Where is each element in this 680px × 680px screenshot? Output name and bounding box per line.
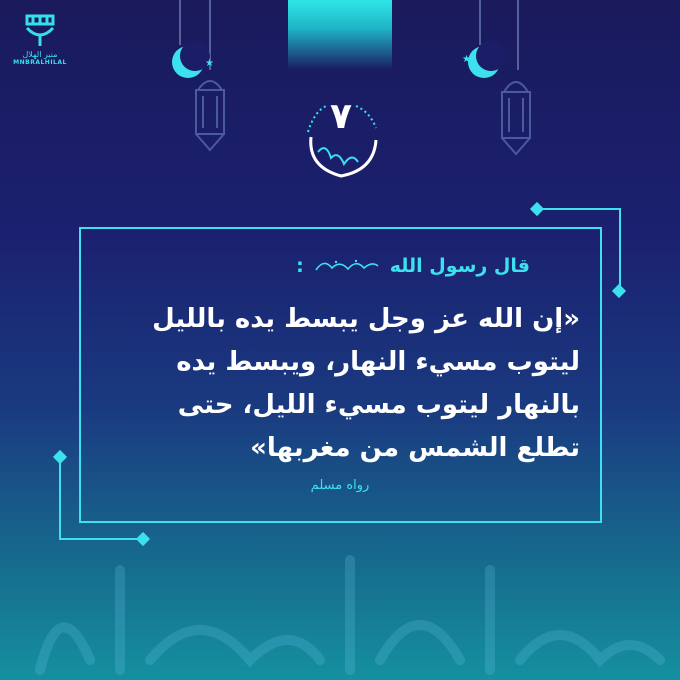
frame-line bbox=[540, 208, 620, 210]
frame-line bbox=[59, 458, 61, 540]
hadith-line: بالنهار ليتوب مسيء الليل، حتى bbox=[177, 390, 580, 420]
day-number: ٧ bbox=[330, 96, 352, 137]
hanging-lanterns-right bbox=[440, 0, 540, 180]
header-text: قال رسول الله bbox=[389, 255, 530, 277]
header-colon: : bbox=[296, 255, 304, 277]
day-badge bbox=[296, 92, 386, 182]
minbar-logo-icon bbox=[23, 12, 57, 48]
light-beam bbox=[288, 0, 392, 70]
star-icon: ★ bbox=[462, 54, 471, 65]
salawat-calligraphy-icon bbox=[312, 256, 382, 276]
hadith-line: ليتوب مسيء النهار، ويبسط يده bbox=[176, 347, 580, 377]
brand-name-arabic: منبر الهلال bbox=[22, 50, 58, 59]
calligraphy-watermark bbox=[0, 530, 680, 680]
frame-line bbox=[619, 208, 621, 290]
lantern-icon bbox=[502, 82, 530, 154]
hanging-lanterns-left bbox=[150, 0, 240, 180]
hadith-text bbox=[100, 298, 580, 470]
brand-logo bbox=[10, 12, 70, 66]
diamond-icon bbox=[612, 284, 626, 298]
hadith-header bbox=[296, 255, 530, 277]
lantern-icon bbox=[196, 81, 224, 150]
star-icon: ★ bbox=[205, 58, 214, 69]
hadith-line: «إن الله عز وجل يبسط يده بالليل bbox=[152, 304, 580, 334]
hadith-line: تطلع الشمس من مغربها» bbox=[250, 433, 580, 463]
diamond-icon bbox=[53, 450, 67, 464]
diamond-icon bbox=[530, 202, 544, 216]
crescent-icon bbox=[468, 41, 506, 78]
brand-name-english: MNBRALHILAL bbox=[13, 59, 67, 66]
hadith-source: رواه مسلم bbox=[310, 478, 370, 493]
